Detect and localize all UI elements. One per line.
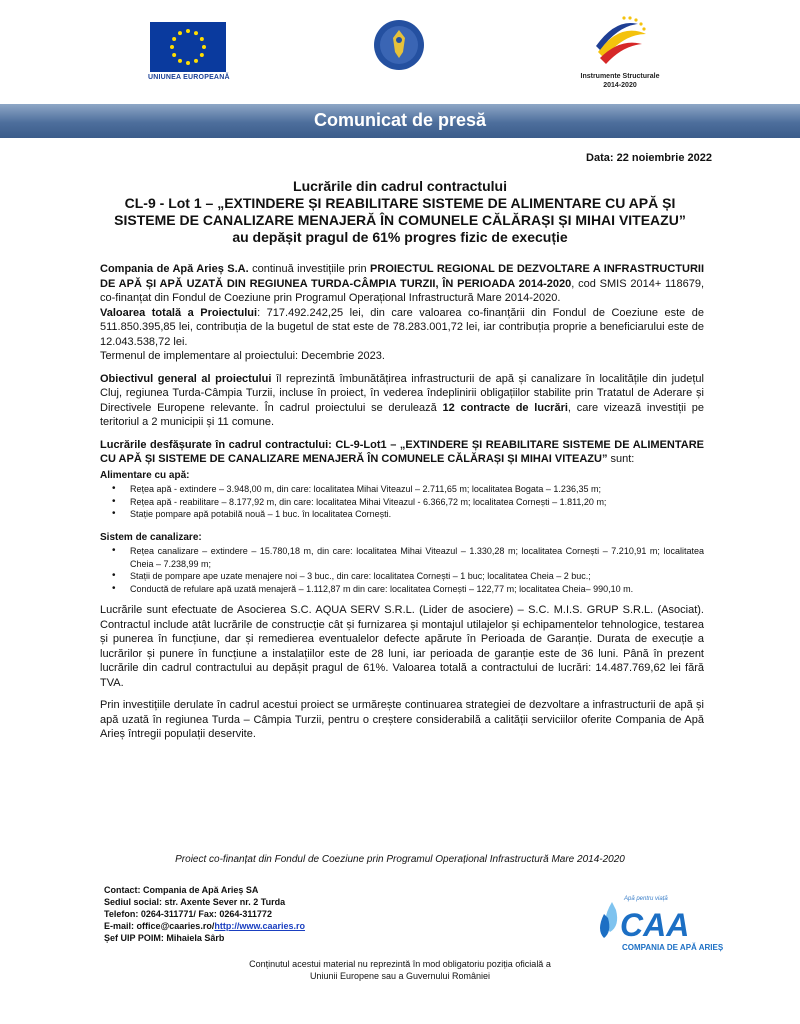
water-supply-list [100, 483, 704, 521]
eu-star [200, 37, 204, 41]
contracts-count: 12 contracte de lucrări [442, 401, 568, 414]
objective-text-1: îl reprezintă îmbunătățirea infrastructurii de apă și canalizare în localitățile din județul Cluj, regiunea Turda-Câmpia Turzii, incluse în proiect, în vederea îndeplinirii obligațiilor stabilite prin Tratatul de Aderare și Directivele Europene relevante. În cadrul proiectului se derulează [100, 372, 704, 414]
paragraph-works [100, 438, 704, 467]
eu-star [186, 61, 190, 65]
list-item: • Stație pompare apă potabilă nouă – 1 buc. în localitatea Cornești. [130, 508, 704, 521]
paragraph-value [100, 306, 704, 350]
contact-email[interactable]: E-mail: office@caaries.ro/ [104, 921, 215, 931]
sewer-system-list [100, 545, 704, 595]
cofinancing-note: Proiect co-finanțat din Fondul de Coeziune prin Programul Operațional Infrastructură Mare 2014-2020 [175, 854, 625, 865]
disclaimer-line2: Uniunii Europene sau a Guvernului României [309, 971, 491, 981]
list-item: • Rețea canalizare – extindere – 15.780,18 m, din care: localitatea Mihai Viteazul – 1.330,28 m; localitatea Cornești – 7.210,91 m; localitatea Cheia – 7.238,99 m; [130, 545, 704, 570]
structural-instruments-label [560, 72, 680, 90]
eu-star [194, 31, 198, 35]
total-value-text: : 717.492.242,25 lei, din care valoarea co-finanțării din Fondul de Coeziune este de 511.850.395,85 lei, contribuția de la bugetul de stat este de 78.283.001,72 lei, iar contribuția proprie a beneficiarului este de 12.043.538,72 lei. [100, 306, 704, 348]
eu-label: UNIUNEA EUROPEANĂ [148, 74, 230, 81]
body-content [100, 262, 704, 742]
headline-line-2: CL-9 - Lot 1 – „EXTINDERE ȘI REABILITARE SISTEME DE ALIMENTARE CU APĂ ȘI [124, 195, 676, 211]
contact-address: Sediul social: str. Axente Sever nr. 2 Turda [104, 897, 286, 907]
disclaimer [0, 958, 800, 982]
eu-stars-icon [150, 22, 226, 72]
water-supply-title: Alimentare cu apă: [100, 469, 190, 481]
eu-star [186, 29, 190, 33]
paragraph-contractor: Lucrările sunt efectuate de Asocierea S.C. AQUA SERV S.R.L. (Lider de asociere) – S.C. M.I.S. GRUP S.R.L. (Asociat). Contractul include atât lucrările de construcție cât și furnizarea și montajul utilajelor și echipamentelor tehnologice, testarea și punerea în funcțiune, dar și remedierea eventualelor defecte apărute în Perioada de Garanție. Durata de execuție a lucrărilor și punere în funcțiune a instalațiilor este de 28 luni, iar perioada de garanție este de 36 luni. Până în prezent lucrările din cadrul contractului au depășit pragul de 61%. Valoarea totală a contractului de lucrări: 14.487.769,62 lei fără TVA. [100, 604, 704, 689]
works-title: Lucrările desfășurate în cadrul contractului: CL-9-Lot1 – „EXTINDERE ȘI REABILITARE SISTEME DE ALIMENTARE CU APĂ ȘI SISTEME DE CANALIZARE MENAJERĂ ÎN COMUNELE CĂLĂRAȘI ȘI MIHAI VITEAZU” [100, 438, 704, 465]
paragraph-deadline: Termenul de implementare al proiectului: Decembrie 2023. [100, 350, 385, 362]
caa-full-name: COMPANIA DE APĂ ARIEȘ [622, 943, 724, 952]
contact-email-row [104, 920, 305, 932]
eu-flag-logo [150, 22, 226, 72]
paragraph-strategy: Prin investițiile derulate în cadrul acestui proiect se urmărește continuarea strategiei de dezvoltare a infrastructurii de apă și apă uzată în regiunea Turda – Câmpia Turzii, pentru o creștere considerabilă a calității serviciilor oferite Compania de Apă Arieș întregii populații deservite. [100, 699, 704, 740]
eu-star [172, 37, 176, 41]
eu-star [202, 45, 206, 49]
eu-star [200, 53, 204, 57]
is-label-line2: 2014-2020 [603, 82, 637, 89]
eu-star [178, 31, 182, 35]
list-item: • Rețea apă - extindere – 3.948,00 m, din care: localitatea Mihai Viteazul – 2.711,65 m; localitatea Bogata – 1.236,35 m; [130, 483, 704, 496]
banner-title: Comunicat de presă [313, 110, 487, 130]
objective-text-2: , care vizează investiții pe teritoriul a 2 municipii și 11 comune. [100, 401, 704, 428]
caa-company-logo [594, 892, 734, 958]
project-name: PROIECTUL REGIONAL DE DEZVOLTARE A INFRASTRUCTURII DE APĂ ȘI APĂ UZATĂ DIN REGIUNEA TURDA-CÂMPIA TURZII, ÎN PERIOADA 2014-2020 [100, 263, 705, 290]
list-item: • Rețea apă - reabilitare – 8.177,92 m, din care: localitatea Mihai Viteazul - 6.366,72 m; localitatea Cornești – 1.811,20 m; [130, 496, 704, 509]
total-value-label: Valoarea totală a Proiectului [100, 306, 258, 319]
eu-star [194, 59, 198, 63]
eu-star [170, 45, 174, 49]
website-link[interactable]: http://www.caaries.ro [214, 921, 306, 931]
caa-tagline: Apă pentru viață [624, 896, 668, 902]
contact-block [104, 884, 305, 944]
eu-star [178, 59, 182, 63]
headline-line-4: au depășit pragul de 61% progres fizic de execuție [232, 229, 568, 245]
structural-instruments-logo [590, 14, 650, 74]
paragraph-objective [100, 372, 704, 430]
contact-manager: Șef UIP POIM: Mihaiela Sârb [104, 933, 225, 943]
caa-name: CAA [620, 907, 690, 943]
headline-line-1: Lucrările din cadrul contractului [293, 178, 507, 194]
list-item: • Conductă de refulare apă uzată menajeră – 1.112,87 m din care: localitatea Cornești – 122,77 m; localitatea Cheia– 990,10 m. [130, 583, 704, 596]
list-item: • Stații de pompare ape uzate menajere noi – 3 buc., din care: localitatea Cornești – 1 buc; localitatea Cheia – 2 buc.; [130, 570, 704, 583]
works-text: sunt: [607, 453, 635, 465]
headline-line-3: SISTEME DE CANALIZARE MENAJERĂ ÎN COMUNELE CĂLĂRAȘI ȘI MIHAI VITEAZU” [114, 212, 686, 228]
eu-star [172, 53, 176, 57]
headline [90, 178, 710, 246]
paragraph-intro [100, 262, 704, 306]
sewer-system-title: Sistem de canalizare: [100, 531, 202, 543]
is-label-line1: Instrumente Structurale [580, 73, 660, 80]
intro-text-1: continuă investițiile prin [248, 263, 371, 275]
press-release-banner [0, 104, 800, 138]
objective-label: Obiectivul general al proiectului [100, 372, 272, 385]
intro-text-2: , cod SMIS 2014+ 118679, co-finanțat din Fondul de Coeziune prin Programul Operațional Infrastructură Mare 2014-2020. [100, 277, 705, 304]
romanian-government-seal-icon [372, 18, 426, 72]
release-date: Data: 22 noiembrie 2022 [586, 152, 712, 164]
contact-phone: Telefon: 0264-311771/ Fax: 0264-311772 [104, 909, 272, 919]
contact-line: Contact: Compania de Apă Arieș SA [104, 885, 259, 895]
disclaimer-line1: Conținutul acestui material nu reprezintă în mod obligatoriu poziția oficială a [249, 959, 551, 969]
company-name: Compania de Apă Arieș S.A. [100, 263, 249, 275]
